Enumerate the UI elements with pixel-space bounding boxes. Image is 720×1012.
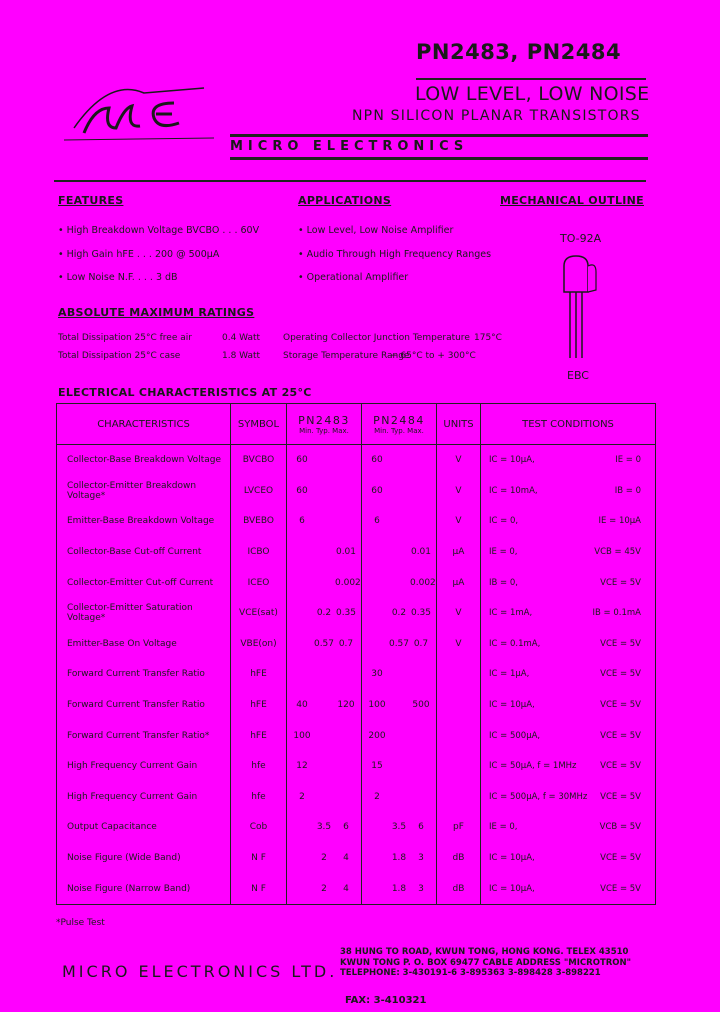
- symbol: BVEBO: [231, 506, 287, 537]
- pn2483-values: 40 120: [287, 690, 362, 721]
- table-row: [57, 629, 656, 660]
- pn2484-values: 60: [362, 476, 437, 507]
- symbol: hFE: [231, 659, 287, 690]
- abs-max-heading: ABSOLUTE MAXIMUM RATINGS: [58, 306, 255, 319]
- pn2483-values: 0.002: [287, 567, 362, 598]
- unit: μA: [437, 567, 481, 598]
- pn2484-values: 3.5 6: [362, 812, 437, 843]
- unit: V: [437, 629, 481, 660]
- symbol: hfe: [231, 782, 287, 813]
- application-item: • Operational Amplifier: [298, 272, 409, 283]
- symbol: ICBO: [231, 537, 287, 568]
- table-row: [57, 598, 656, 629]
- test-condition: IB = 0, VCE = 5V: [481, 567, 656, 598]
- rating-label: Operating Collector Junction Temperature: [283, 333, 470, 343]
- unit: [437, 751, 481, 782]
- unit: [437, 782, 481, 813]
- characteristic-name: Collector-Emitter Saturation Voltage*: [57, 598, 231, 629]
- page-title: PN2483, PN2484: [416, 40, 622, 64]
- unit: [437, 690, 481, 721]
- symbol: Cob: [231, 812, 287, 843]
- symbol: VCE(sat): [231, 598, 287, 629]
- unit: μA: [437, 537, 481, 568]
- rating-label: Total Dissipation 25°C free air: [58, 333, 192, 343]
- feature-item: • High Gain hFE . . . 200 @ 500μA: [58, 249, 220, 260]
- symbol: ICEO: [231, 567, 287, 598]
- characteristic-name: Collector-Emitter Breakdown Voltage*: [57, 476, 231, 507]
- test-condition: IC = 0.1mA, VCE = 5V: [481, 629, 656, 660]
- unit: V: [437, 476, 481, 507]
- pn2484-values: 6: [362, 506, 437, 537]
- unit: V: [437, 598, 481, 629]
- electrical-characteristics-table: [56, 403, 656, 905]
- symbol: BVCBO: [231, 445, 287, 476]
- package-label: TO-92A: [560, 232, 602, 245]
- characteristic-name: Noise Figure (Wide Band): [57, 843, 231, 874]
- pn2483-values: [287, 659, 362, 690]
- pn2484-values: 100 500: [362, 690, 437, 721]
- pn2483-values: 2 4: [287, 873, 362, 904]
- characteristic-name: Noise Figure (Narrow Band): [57, 873, 231, 904]
- characteristic-name: High Frequency Current Gain: [57, 751, 231, 782]
- symbol: N F: [231, 873, 287, 904]
- test-condition: IC = 500μA, VCE = 5V: [481, 720, 656, 751]
- rating-value: − 65°C to + 300°C: [390, 351, 476, 361]
- col-symbol: SYMBOL: [231, 404, 287, 445]
- pn2484-values: 0.01: [362, 537, 437, 568]
- company-address: 38 HUNG TO ROAD, KWUN TONG, HONG KONG. TELEX 43510 KWUN TONG P. O. BOX 69477 CABLE ADDRESS "MICROTRON" TELEPHONE: 3-430191-6 3-895363 3-898428 3-898221: [340, 947, 632, 978]
- rating-value: 1.8 Watt: [222, 351, 261, 361]
- rating-value: 175°C: [474, 333, 502, 343]
- pn2483-values: 0.57 0.7: [287, 629, 362, 660]
- subtitle-line1: LOW LEVEL, LOW NOISE: [415, 83, 650, 105]
- pn2483-values: 0.01: [287, 537, 362, 568]
- pin-labels: EBC: [567, 369, 589, 382]
- pn2484-values: 1.8 3: [362, 843, 437, 874]
- pn2484-values: 0.002: [362, 567, 437, 598]
- table-row: [57, 873, 656, 904]
- characteristic-name: Collector-Base Cut-off Current: [57, 537, 231, 568]
- pn2484-values: 60: [362, 445, 437, 476]
- test-condition: IC = 10μA, VCE = 5V: [481, 873, 656, 904]
- unit: [437, 720, 481, 751]
- table-row: [57, 445, 656, 476]
- test-condition: IE = 0, VCB = 45V: [481, 537, 656, 568]
- test-condition: IC = 500μA, f = 30MHz VCE = 5V: [481, 782, 656, 813]
- feature-item: • High Breakdown Voltage BVCBO . . . 60V: [58, 225, 260, 236]
- transistor-outline-icon: [556, 250, 602, 366]
- test-condition: IE = 0, VCB = 5V: [481, 812, 656, 843]
- unit: pF: [437, 812, 481, 843]
- col-pn2483: PN2483 Min. Typ. Max.: [287, 404, 362, 445]
- pn2483-values: 12: [287, 751, 362, 782]
- mechanical-heading: MECHANICAL OUTLINE: [500, 194, 644, 207]
- brand-banner: MICRO ELECTRONICS: [230, 134, 648, 160]
- pn2483-values: 3.5 6: [287, 812, 362, 843]
- characteristic-name: Output Capacitance: [57, 812, 231, 843]
- footnote: *Pulse Test: [56, 918, 105, 928]
- col-characteristics: CHARACTERISTICS: [57, 404, 231, 445]
- col-units: UNITS: [437, 404, 481, 445]
- pn2484-values: 0.57 0.7: [362, 629, 437, 660]
- pn2483-values: 60: [287, 445, 362, 476]
- application-item: • Audio Through High Frequency Ranges: [298, 249, 492, 260]
- subtitle-line2: NPN SILICON PLANAR TRANSISTORS: [352, 108, 641, 124]
- elec-heading: ELECTRICAL CHARACTERISTICS AT 25°C: [58, 386, 312, 399]
- test-condition: IC = 10μA, VCE = 5V: [481, 690, 656, 721]
- characteristic-name: Forward Current Transfer Ratio: [57, 659, 231, 690]
- characteristic-name: Collector-Base Breakdown Voltage: [57, 445, 231, 476]
- features-heading: FEATURES: [58, 194, 124, 207]
- pn2484-values: 2: [362, 782, 437, 813]
- pn2483-values: 0.2 0.35: [287, 598, 362, 629]
- application-item: • Low Level, Low Noise Amplifier: [298, 225, 454, 236]
- table-row: [57, 506, 656, 537]
- characteristic-name: High Frequency Current Gain: [57, 782, 231, 813]
- unit: V: [437, 445, 481, 476]
- pn2484-values: 15: [362, 751, 437, 782]
- table-row: [57, 812, 656, 843]
- pn2483-values: 60: [287, 476, 362, 507]
- unit: dB: [437, 873, 481, 904]
- table-row: [57, 782, 656, 813]
- characteristic-name: Emitter-Base On Voltage: [57, 629, 231, 660]
- test-condition: IC = 10μA, IE = 0: [481, 445, 656, 476]
- test-condition: IC = 10μA, VCE = 5V: [481, 843, 656, 874]
- fax-number: FAX: 3-410321: [345, 995, 427, 1006]
- divider: [54, 180, 646, 182]
- applications-heading: APPLICATIONS: [298, 194, 392, 207]
- symbol: hFE: [231, 690, 287, 721]
- symbol: N F: [231, 843, 287, 874]
- characteristic-name: Forward Current Transfer Ratio*: [57, 720, 231, 751]
- table-row: [57, 843, 656, 874]
- table-row: [57, 476, 656, 507]
- table-row: [57, 567, 656, 598]
- table-row: [57, 720, 656, 751]
- symbol: VBE(on): [231, 629, 287, 660]
- characteristic-name: Emitter-Base Breakdown Voltage: [57, 506, 231, 537]
- characteristic-name: Collector-Emitter Cut-off Current: [57, 567, 231, 598]
- company-logo: [54, 68, 224, 148]
- unit: V: [437, 506, 481, 537]
- test-condition: IC = 50μA, f = 1MHz VCE = 5V: [481, 751, 656, 782]
- pn2484-values: 200: [362, 720, 437, 751]
- test-condition: IC = 1mA, IB = 0.1mA: [481, 598, 656, 629]
- test-condition: IC = 1μA, VCE = 5V: [481, 659, 656, 690]
- rating-value: 0.4 Watt: [222, 333, 261, 343]
- table-row: [57, 751, 656, 782]
- pn2484-values: 1.8 3: [362, 873, 437, 904]
- col-pn2484: PN2484 Min. Typ. Max.: [362, 404, 437, 445]
- unit: [437, 659, 481, 690]
- pn2483-values: 2 4: [287, 843, 362, 874]
- pn2483-values: 2: [287, 782, 362, 813]
- rating-label: Total Dissipation 25°C case: [58, 351, 181, 361]
- symbol: hFE: [231, 720, 287, 751]
- pn2484-values: 30: [362, 659, 437, 690]
- test-condition: IC = 10mA, IB = 0: [481, 476, 656, 507]
- symbol: hfe: [231, 751, 287, 782]
- rating-label: Storage Temperature Range: [283, 351, 410, 361]
- test-condition: IC = 0, IE = 10μA: [481, 506, 656, 537]
- col-test-conditions: TEST CONDITIONS: [481, 404, 656, 445]
- company-name: MICRO ELECTRONICS LTD.: [62, 962, 338, 981]
- divider: [416, 78, 646, 80]
- pn2483-values: 6: [287, 506, 362, 537]
- pn2484-values: 0.2 0.35: [362, 598, 437, 629]
- table-row: [57, 537, 656, 568]
- characteristic-name: Forward Current Transfer Ratio: [57, 690, 231, 721]
- unit: dB: [437, 843, 481, 874]
- pn2483-values: 100: [287, 720, 362, 751]
- table-row: [57, 690, 656, 721]
- symbol: LVCEO: [231, 476, 287, 507]
- feature-item: • Low Noise N.F. . . . 3 dB: [58, 272, 178, 283]
- table-row: [57, 659, 656, 690]
